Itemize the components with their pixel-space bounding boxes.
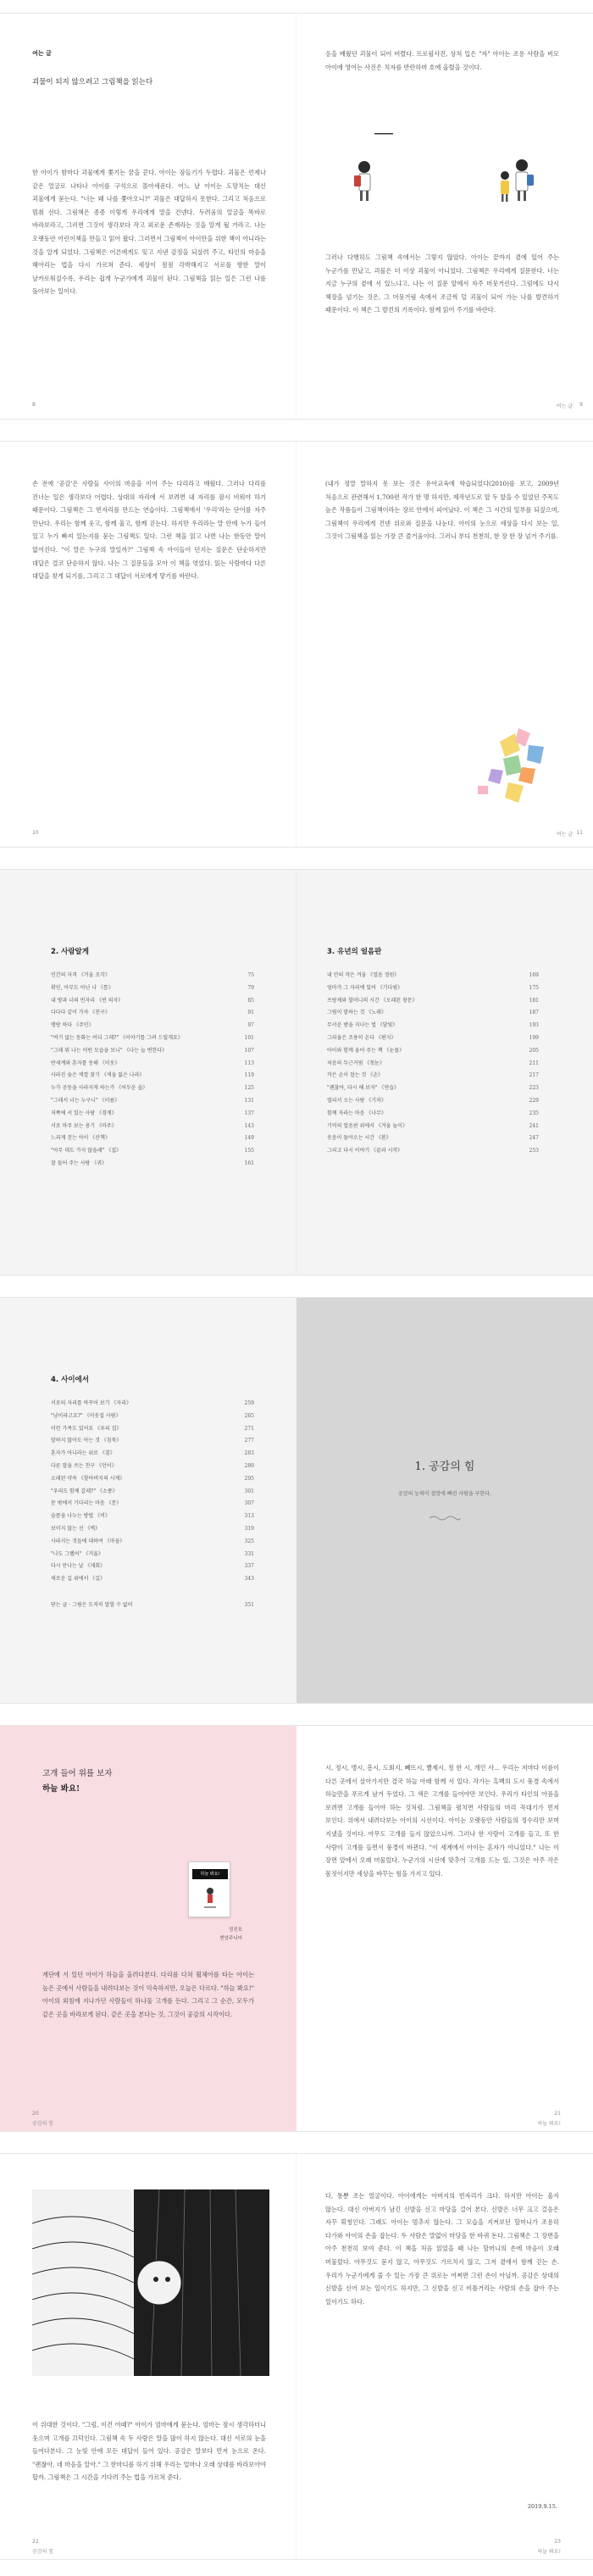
toc-item-title: 느리게 걷는 아이 《산책》 xyxy=(51,1135,110,1142)
toc-item[interactable] xyxy=(327,1007,539,1020)
page-23 xyxy=(296,2154,593,2559)
spread-1 xyxy=(0,13,593,420)
toc-item[interactable] xyxy=(51,1108,254,1121)
toc-section-title: 4. 사이에서 xyxy=(51,1376,89,1384)
toc-item-title: 누가 공동을 사라지게 하는가 《어두운 숲》 xyxy=(51,1085,148,1092)
toc-item[interactable] xyxy=(51,1020,254,1032)
toc-item-page: 235 xyxy=(529,1110,539,1116)
toc-left-page xyxy=(0,870,296,1275)
book-caption-publisher: 현암주니어 xyxy=(219,1936,242,1941)
toc-item[interactable] xyxy=(51,1536,254,1549)
toc-item[interactable] xyxy=(51,1498,254,1511)
body-text: 다, 통뿐 조는 얼굴이다. 아이에게는 아버지의 빈자리가 크다. 하지만 아이는 울지 않는다. 대신 아버지가 남긴 신발을 신고 마당을 걸어 본다. 신발은 너무 크고 걸음은 자꾸 휘청인다. 그래도 아이는 멈추지 않는다. 그 모습을 지켜보던 할머니가 조용히 다가와 아이의 손을 잡는다. 두 사람은 말없이 마당을 한 바퀴 돈다. 그림책은 그 장면을 아주 천천히 보여 준다. 이 책을 처음 읽었을 때 나는 할머니의 손에 마음이 오래 머물렀다. 아무것도 묻지 않고, 아무것도 가르치지 않고, 그저 곁에서 함께 걷는 손. 우리가 누군가에게 줄 수 있는 가장 큰 위로는 어쩌면 그런 손이 아닐까. 공감은 상대의 신발을 신어 보는 일이기도 하지만, 그 신발을 신고 비틀거리는 사람의 손을 잡아 주는 일이기도 하다. xyxy=(325,2192,559,2306)
toc-item[interactable] xyxy=(51,1435,254,1448)
page-number: 22 xyxy=(32,2539,39,2545)
toc-item-page: 265 xyxy=(244,1412,254,1419)
toc-item[interactable] xyxy=(51,1121,254,1133)
page-number: 23 xyxy=(554,2539,561,2545)
toc-item-page: 343 xyxy=(244,1576,254,1583)
toc-item[interactable] xyxy=(327,1132,539,1145)
toc-item-title: 멀리서 오는 사람 《기차》 xyxy=(327,1097,386,1104)
toc-item-title: 작은 손이 잡는 것 《손》 xyxy=(327,1072,383,1079)
toc-item-title: 무서운 밤을 지나는 법 《달빛》 xyxy=(327,1022,398,1029)
toc-item[interactable] xyxy=(51,1032,254,1045)
toc-item-page: 181 xyxy=(529,997,539,1004)
toc-item-title: 딴세계와 혼자를 동해 《이웃》 xyxy=(51,1060,120,1066)
toc-item[interactable] xyxy=(327,1020,539,1032)
toc-item[interactable] xyxy=(51,1132,254,1145)
spread-3-table-of-contents xyxy=(0,869,593,1276)
toc-item-page: 337 xyxy=(244,1563,254,1570)
page-number: 11 xyxy=(576,830,583,836)
spread-2 xyxy=(0,441,593,848)
toc-item-page: 119 xyxy=(244,1072,254,1079)
toc-item[interactable] xyxy=(51,1448,254,1460)
essay-heading-line1: 고개 들어 위를 보자 xyxy=(42,1769,113,1778)
toc-item[interactable] xyxy=(51,1045,254,1058)
child-with-red-bag-figure xyxy=(354,161,370,201)
running-footer: 여는 글 xyxy=(556,403,573,409)
toc-item-title: 다다다 같이 가자 《친구》 xyxy=(51,1010,110,1016)
toc-item[interactable] xyxy=(51,1523,254,1536)
running-footer: 하늘 봐요! xyxy=(537,2121,561,2127)
toc-item-page: 125 xyxy=(244,1085,254,1092)
toc-item-title: 보이지 않는 선 《벽》 xyxy=(51,1525,101,1532)
toc-list xyxy=(51,970,254,1171)
toc-item-page: 247 xyxy=(529,1135,539,1142)
toc-item-page: 223 xyxy=(529,1085,539,1092)
toc-list xyxy=(51,1398,254,1586)
toc-item-title: 저쪽에 서 있는 사람 《경계》 xyxy=(51,1110,117,1116)
toc-closing-entry xyxy=(51,1600,254,1612)
toc-item[interactable] xyxy=(327,1145,539,1158)
toc-item-page: 331 xyxy=(244,1550,254,1557)
toc-item-title: 내 안의 작은 겨울 《얼음 정원》 xyxy=(327,972,400,978)
toc-item-title: 이런 가족도 있어요 《우리 집》 xyxy=(51,1425,122,1432)
toc-item-page: 211 xyxy=(529,1060,539,1066)
toc-item[interactable] xyxy=(327,1082,539,1095)
toc-item-page: 229 xyxy=(529,1097,539,1104)
toc-item-page: 161 xyxy=(244,1160,254,1166)
toc-item[interactable] xyxy=(327,1032,539,1045)
toc-item-page: 259 xyxy=(244,1400,254,1406)
toc-item-page: 325 xyxy=(244,1538,254,1544)
toc-item-page: 75 xyxy=(247,972,254,978)
toc-item-page: 301 xyxy=(244,1488,254,1494)
body-text: 손 전에 '공감'은 사람들 사이의 마음을 이어 주는 다리라고 배웠다. 그러나 다리를 건너는 일은 생각보다 어렵다. 상대의 자리에 서 보려면 내 자리를 잠시 비워야 하기 때문이다. 그림책은 그 빈자리를 만드는 연습이다. 그림책에서 '우리'라는 단어를 자주 만난다. 우리는 함께 웃고, 함께 울고, 함께 걷는다. 하지만 우리라는 말 안에 누가 들어 있고 누가 빠져 있는지를 묻는 그림책도 있다. 그런 책을 읽고 나면 나는 한동안 말이 없어진다. "이 말은 누구의 말일까?" 그림책 속 아이들이 던지는 질문은 단순하지만 대답은 결코 단순하지 않다. 나는 그 질문들을 모아 이 책을 엮었다. 읽는 사람마다 다른 대답을 찾게 되기를, 그리고 그 대답이 서로에게 닿기를 바란다. xyxy=(32,480,266,581)
toc-item-page: 271 xyxy=(244,1425,254,1432)
toc-item-title: "아무 데도 가지 않을래" 《집》 xyxy=(51,1148,122,1154)
toc-section-title: 2. 사람알게 xyxy=(51,948,89,956)
toc-item[interactable] xyxy=(51,1145,254,1158)
toc-item[interactable] xyxy=(51,1486,254,1499)
toc-item-title: 서로의 자리를 바꾸어 보기 《자리》 xyxy=(51,1400,131,1406)
toc-item[interactable] xyxy=(51,1511,254,1523)
toc-item-title: "나도 그랬어" 《거울》 xyxy=(51,1550,103,1557)
page-20 xyxy=(0,1726,296,2131)
page-8 xyxy=(0,14,296,419)
book-cover-title: 하늘 봐요! xyxy=(192,1869,228,1879)
toc-item-page: 131 xyxy=(244,1097,254,1104)
toc-item[interactable] xyxy=(327,982,539,995)
toc-item-title: 다른 말을 쓰는 친구 《언어》 xyxy=(51,1462,117,1469)
toc-item-title: 새로운 길 위에서 《길》 xyxy=(51,1576,106,1583)
toc-item-page: 149 xyxy=(244,1135,254,1142)
toc-item[interactable] xyxy=(327,995,539,1008)
toc-item[interactable] xyxy=(51,995,254,1008)
toc-item-page: 277 xyxy=(244,1438,254,1444)
toc-item[interactable] xyxy=(51,1561,254,1573)
toc-item-page: 107 xyxy=(244,1047,254,1054)
toc-item[interactable] xyxy=(327,1095,539,1108)
toc-item-title: 서로 마주 보는 용기 《마주》 xyxy=(51,1122,117,1129)
toc-item[interactable] xyxy=(51,1058,254,1071)
body-text: 시, 정시, 병시, 흥시, 도회지, 뻬뜨시, 빨제시, 칭 한 시, 개인 사... 우리는 저마다 이름이 다른 곳에서 살아가지만 결국 하늘 아래 함께 서 있다. 작가는 흑백의 도시 풍경 속에서 하늘만을 푸르게 남겨 두었다. 그 색은 고개를 들어야만 보인다. 우리가 타인의 아픔을 보려면 고개를 들어야 하는 것처럼. 그림책을 펼치면 사람들의 머리 꼭대기가 먼저 보인다. 위에서 내려다보는 아이의 시선이다. 아이는 오랫동안 사람들의 정수리만 보며 지냈을 것이다. 아무도 고개를 들지 않았으니까. 그러나 한 사람이 고개를 들고, 또 한 사람이 고개를 들면서 풍경이 바뀐다. "이 세계에서 아이는 혼자가 아니었다." 나는 이 장면 앞에서 오래 머물렀다. 누군가의 시선에 맞추어 고개를 드는 일, 그것은 아주 작은 몸짓이지만 세상을 바꾸는 힘을 가지고 있다. xyxy=(325,1764,559,1878)
date-signature: 2019.9.15. xyxy=(527,2503,557,2510)
toc-item[interactable] xyxy=(327,1070,539,1082)
toc-item[interactable] xyxy=(51,1573,254,1586)
toc-item-title: 프랑케와 할머니의 시간 《오래된 창문》 xyxy=(327,997,418,1004)
toc-item-title: "남이라고요?" 《이웃집 사람》 xyxy=(51,1412,121,1419)
toc-item-title: 슬픔을 나누는 방법 《비》 xyxy=(51,1513,110,1520)
toc-item-title: 다시 만나는 날 《재회》 xyxy=(51,1563,106,1570)
toc-item-title: 기억의 얼음판 위에서 《겨울 놀이》 xyxy=(327,1122,407,1129)
page-title: 괴물이 되지 않으려고 그림책을 읽는다 xyxy=(32,78,153,86)
page-number: 9 xyxy=(579,402,583,408)
wave-ornament-icon xyxy=(428,1515,462,1522)
toc-item-title: 맹랑 하다 《주인》 xyxy=(51,1022,94,1029)
toc-item[interactable] xyxy=(327,1045,539,1058)
toc-item[interactable] xyxy=(327,1108,539,1121)
children-walking-illustration xyxy=(325,111,559,230)
page-number: 8 xyxy=(32,402,36,408)
toc-item-page: 199 xyxy=(529,1034,539,1041)
toc-item-page: 241 xyxy=(529,1122,539,1129)
toc-item-page: 319 xyxy=(244,1525,254,1532)
toc-item-page: 289 xyxy=(244,1462,254,1469)
spread-6 xyxy=(0,2153,593,2560)
child-with-blue-bag-figure xyxy=(501,159,534,202)
toc-item-page: 155 xyxy=(244,1148,254,1154)
toc-item-title: 처음의 두근거림 《첫눈》 xyxy=(327,1060,385,1066)
chapter-subtitle: 공감의 능력이 절망에 빠진 사람을 구한다. xyxy=(398,1491,491,1497)
toc-item[interactable] xyxy=(327,1058,539,1071)
running-footer: 하늘 봐요! xyxy=(537,2549,561,2555)
toc-item-page: 217 xyxy=(529,1072,539,1079)
toc-item-title: 사라지는 것들에 대하여 《마을》 xyxy=(51,1538,125,1544)
toc-item-title: "그래서 너는 누구니" 《이름》 xyxy=(51,1097,120,1104)
toc-item-title: 엄마가 그 자리에 있어 《기다림》 xyxy=(327,984,403,991)
toc-item-title: 그림이 말하는 것 《노래》 xyxy=(327,1010,386,1016)
page-number: 10 xyxy=(32,830,39,836)
toc-item-title: "여기 없는 동화는 어디 그래?" 《이야기를 그려 드릴게요》 xyxy=(51,1034,183,1041)
body-text: (내가 정말 말하지 못 보는 것은 유아교육에 학습되었다(2010)를 보고, 2009년 처음으로 관련해서 1,700편 작가 한 명 하지만, 제작년도로 앞 두 앞을 수 있었던 주목도 높은 작품들이 그림책이라는 장르 안에서 피어났다. 이 책은 그 시간의 일부를 되짚으며, 그림책이 우리에게 건넨 위로와 질문을 나눈다. 아이의 눈으로 세상을 다시 보는 일, 그것이 그림책을 읽는 가장 큰 즐거움이다. 그러니 부디 천천히, 한 장 한 장 넘겨 주기를. xyxy=(325,480,559,541)
toc-item-title: 사라진 숨은 색깔 찾기 《색을 잃은 나라》 xyxy=(51,1072,145,1079)
toc-item-page: 307 xyxy=(244,1500,254,1507)
spread-4 xyxy=(0,1297,593,1704)
essay-heading-line2: 하늘 봐요! xyxy=(42,1784,80,1794)
toc-item[interactable] xyxy=(51,970,254,982)
section-label: 여는 글 xyxy=(32,50,52,57)
toc-item-page: 97 xyxy=(247,1022,254,1029)
toc-item-page: 169 xyxy=(529,972,539,978)
toc-item-page: 283 xyxy=(244,1450,254,1457)
toc-right-page xyxy=(296,870,593,1275)
page-9 xyxy=(296,14,593,419)
toc-item-page: 91 xyxy=(247,1010,254,1016)
toc-item-title: 잘 들어 주는 사람 《귀》 xyxy=(51,1160,107,1166)
running-footer: 여는 글 xyxy=(556,832,573,837)
page-11 xyxy=(296,442,593,847)
toc-item-title: "우리도 함께 갈래?" 《소풍》 xyxy=(51,1488,118,1494)
running-footer: 공감의 힘 xyxy=(32,2121,54,2127)
toc-item-title: 말하지 않아도 아는 것 《침묵》 xyxy=(51,1438,122,1444)
toc-item-title: "그래 뭐 나는 어떤 모습을 보니" 《나는 늘 변한다》 xyxy=(51,1047,168,1054)
toc-item-title: "괜찮아, 다시 해 보자" 《연습》 xyxy=(327,1085,400,1092)
page-10 xyxy=(0,442,296,847)
toc-item-title: 민간의 자격 《거울 조각》 xyxy=(51,972,110,978)
toc-item[interactable] xyxy=(51,1070,254,1082)
chapter-title: 1. 공감의 힘 xyxy=(414,1460,475,1473)
toc-item-title: 내 방과 너의 빈자리 《빈 의자》 xyxy=(51,997,124,1004)
toc-item[interactable] xyxy=(51,1158,254,1171)
toc-item[interactable] xyxy=(51,1007,254,1020)
chapter-opener-page xyxy=(296,1298,593,1703)
toc-item-title: 웃음이 돌아오는 시간 《봄》 xyxy=(327,1135,391,1142)
toc-item-title: 문 밖에서 기다리는 마음 《문》 xyxy=(51,1500,122,1507)
toc-item-page: 143 xyxy=(244,1122,254,1129)
page-number: 20 xyxy=(32,2111,39,2117)
toc-item[interactable] xyxy=(51,1398,254,1410)
running-footer: 공감의 힘 xyxy=(32,2549,54,2555)
toc-item-title: 확인, 아무도 아닌 나 《틈》 xyxy=(51,984,114,991)
toc-item-page: 205 xyxy=(529,1047,539,1054)
toc-item-page: 79 xyxy=(247,984,254,991)
toc-item[interactable] xyxy=(51,982,254,995)
toc-item-title: 함께 자라는 마음 《나무》 xyxy=(327,1110,386,1116)
spread-5 xyxy=(0,1725,593,2132)
body-text: 이 위대한 것이다. "그럼, 이건 어때?" 아이가 엄마에게 묻는다. 엄마는 잠시 생각하더니 웃으며 고개를 끄덕인다. 그림책 속 두 사람은 말을 많이 하지 않는다. 대신 서로의 눈을 들여다본다. 그 눈빛 안에 모든 대답이 들어 있다. 공감은 말보다 먼저 눈으로 온다. "괜찮아, 네 마음을 알아." 그 한마디를 하기 위해 우리는 얼마나 오래 상대를 바라보아야 할까. 그림책은 그 시간을 기다려 주는 법을 가르쳐 준다. xyxy=(32,2421,266,2482)
toc-item-page: 137 xyxy=(244,1110,254,1116)
page-22 xyxy=(0,2154,296,2559)
toc-item-page: 175 xyxy=(529,984,539,991)
toc-item[interactable] xyxy=(51,1095,254,1108)
toc-item[interactable] xyxy=(51,1423,254,1436)
toc-item[interactable] xyxy=(327,1121,539,1133)
toc-item[interactable]: 닫는 글 · 그림은 도저히 말할 수 없어 351 xyxy=(51,1602,254,1608)
page-number: 21 xyxy=(554,2111,561,2117)
toc-item-page: 85 xyxy=(247,997,254,1004)
cover-figure-icon xyxy=(189,1881,231,1915)
toc-item-page: 295 xyxy=(244,1475,254,1482)
toc-item[interactable] xyxy=(51,1410,254,1423)
book-caption-author: 정진호 xyxy=(229,1928,242,1933)
toc-item-title: 그리움은 조용히 온다 《편지》 xyxy=(327,1034,396,1041)
toc-item[interactable] xyxy=(51,1473,254,1486)
toc-item-title: 오래된 약속 《할아버지의 시계》 xyxy=(51,1475,125,1482)
colorful-paper-shapes-illustration xyxy=(474,721,576,815)
book-cover-image xyxy=(188,1861,230,1917)
toc-left-page xyxy=(0,1298,296,1703)
toc-section-title: 3. 유년의 얼음판 xyxy=(327,948,382,956)
toc-item-title: 아이와 함께 울어 주는 책 《눈물》 xyxy=(327,1047,405,1054)
toc-item-page: 113 xyxy=(244,1060,254,1066)
toc-item-page: 101 xyxy=(244,1034,254,1041)
toc-item[interactable] xyxy=(51,1460,254,1473)
page-21 xyxy=(296,1726,593,2131)
book-spread-illustration xyxy=(32,2189,269,2376)
body-text-top: 응을 배웠던 괴물이 되어 버렸다. 프로필사진, 상처 입은 "자" 아이는 조용 사람을 버모 아이에 영어는 사진은 치자를 반란하며 호에 올렸을 것이다. xyxy=(325,50,559,71)
body-text-bottom: 그러나 다행히도 그림책 속에서는 그렇지 않았다. 아이는 끝까지 곁에 있어 주는 누군가를 만났고, 괴물은 더 이상 괴물이 아니었다. 그림책은 우리에게 질문한다. 너는 지금 누구의 곁에 서 있느냐고. 나는 이 질문 앞에서 자주 머뭇거린다. 그럼에도 다시 책장을 넘기는 것은, 그 머뭇거림 속에서 조금씩 덜 괴물이 되어 가는 나를 발견하기 때문이다. 이 책은 그 발견의 기록이다. 함께 읽어 주기를 바란다. xyxy=(325,253,559,314)
toc-item[interactable] xyxy=(51,1082,254,1095)
toc-item-title: 그리고 다시 이야기 《끝과 시작》 xyxy=(327,1148,403,1154)
toc-item-page: 253 xyxy=(529,1148,539,1154)
toc-item[interactable] xyxy=(327,970,539,982)
body-text: 한 아이가 밤마다 괴물에게 쫓기는 꿈을 꾼다. 아이는 잠들기가 두렵다. 괴물은 언제나 같은 얼굴로 나타나 아이를 구석으로 몰아세운다. 어느 날 아이는 도망치는 대신 괴물에게 묻는다. "너는 왜 나를 쫓아오니?" 괴물은 대답하지 못한다. 그리고 처음으로 멈춰 선다. 그림책은 종종 이렇게 우리에게 말을 건넨다. 두려움의 얼굴을 똑바로 바라보라고, 그러면 그것이 생각보다 작고 외로운 존재라는 것을 알게 될 거라고. 나는 오랫동안 어린이책을 만들고 읽어 왔다. 그러면서 그림책이 아이만을 위한 책이 아니라는 것을 알게 되었다. 그림책은 어른에게도 잊고 지낸 감정을 되살려 주고, 타인의 마음을 헤아리는 법을 다시 가르쳐 준다. 세상이 점점 각박해지고 서로를 향한 말이 날카로워질수록, 우리는 쉽게 누군가에게 괴물이 된다. 그림책을 읽는 일은 그런 나를 돌아보는 일이다. xyxy=(32,169,266,296)
toc-item-title: 혼자가 아니라는 위로 《곁》 xyxy=(51,1450,115,1457)
body-text: 계단에 서 있던 아이가 하늘을 올려다본다. 다리를 다쳐 휠체어를 타는 아이는 높은 곳에서 사람들을 내려다보는 것이 익숙하지만, 오늘은 다르다. "하늘 봐요!" 아이의 외침에 지나가던 사람들이 하나둘 고개를 든다. 그리고 그 순간, 모두가 같은 곳을 바라보게 된다. 같은 곳을 본다는 것, 그것이 공감의 시작이다. xyxy=(42,1971,254,2018)
toc-item-page: 313 xyxy=(244,1513,254,1520)
toc-item[interactable] xyxy=(51,1549,254,1561)
toc-list xyxy=(327,970,539,1158)
toc-item-page: 193 xyxy=(529,1022,539,1029)
toc-item-page: 187 xyxy=(529,1010,539,1016)
